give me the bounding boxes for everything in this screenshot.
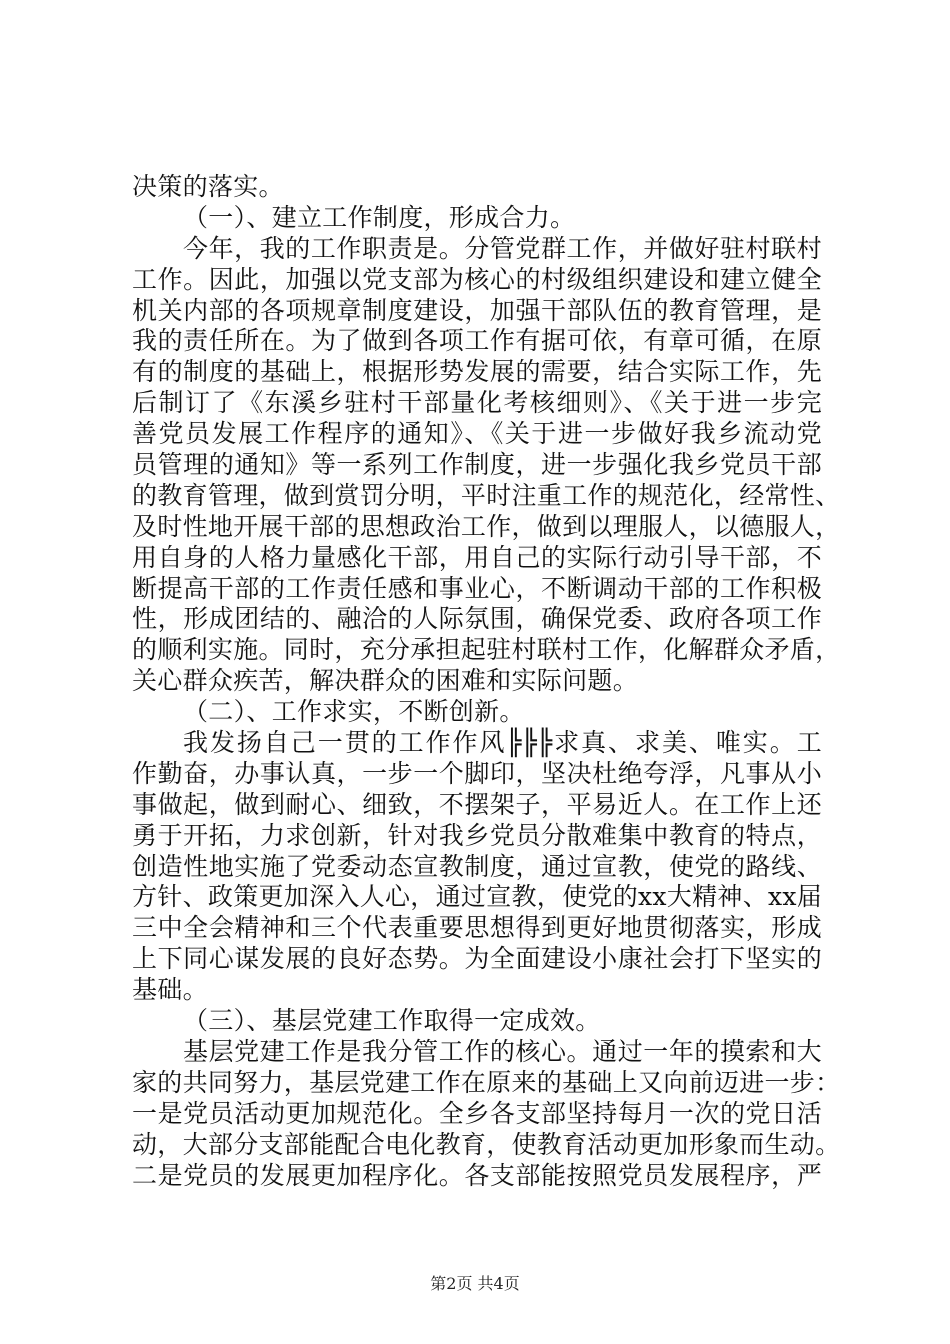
document-line: 事做起，做到耐心、细致，不摆架子，平易近人。在工作上还 [132,789,822,819]
document-line: 性，形成团结的、融洽的人际氛围，确保党委、政府各项工作 [132,604,822,634]
document-line: 员管理的通知》等一系列工作制度，进一步强化我乡党员干部 [132,450,822,480]
document-line: 有的制度的基础上，根据形势发展的需要，结合实际工作，先 [132,357,822,387]
document-line: 我发扬自己一贯的工作作风╠╠╠求真、求美、唯实。工 [183,728,822,758]
document-line: 的顺利实施。同时，充分承担起驻村联村工作，化解群众矛盾， [132,635,841,665]
document-line: 用自身的人格力量感化干部，用自己的实际行动引导干部，不 [132,542,822,572]
document-line: 基础。 [132,975,208,1005]
document-line: 勇于开拓，力求创新，针对我乡党员分散难集中教育的特点， [132,820,822,850]
page-footer: 第2页 共4页 [430,1274,520,1293]
document-line: 二是党员的发展更加程序化。各支部能按照党员发展程序，严 [132,1160,822,1190]
document-line: 动，大部分支部能配合电化教育，使教育活动更加形象而生动。 [132,1129,841,1159]
document-line: 上下同心谋发展的良好态势。为全面建设小康社会打下坚实的 [132,944,822,974]
document-line: （三）、基层党建工作取得一定成效。 [183,1006,601,1036]
document-line: 创造性地实施了党委动态宣教制度，通过宣教，使党的路线、 [132,851,822,881]
document-line: （二）、工作求实，不断创新。 [183,697,525,727]
document-line: 三中全会精神和三个代表重要思想得到更好地贯彻落实，形成 [132,913,822,943]
document-line: 决策的落实。 [132,172,284,201]
document-line: （一）、建立工作制度，形成合力。 [183,202,576,232]
document-line: 的教育管理，做到赏罚分明，平时注重工作的规范化，经常性、 [132,480,841,510]
document-line: 后制订了《东溪乡驻村干部量化考核细则》、《关于进一步完 [132,388,822,418]
document-line: 方针、政策更加深入人心，通过宣教，使党的xx大精神、xx届 [132,882,823,912]
document-line: 基层党建工作是我分管工作的核心。通过一年的摸索和大 [183,1036,822,1066]
document-line: 家的共同努力，基层党建工作在原来的基础上又向前迈进一步： [132,1067,841,1097]
document-line: 机关内部的各项规章制度建设，加强干部队伍的教育管理，是 [132,295,822,325]
document-body [132,172,841,1191]
document-line: 一是党员活动更加规范化。全乡各支部坚持每月一次的党日活 [132,1098,822,1128]
document-line: 关心群众疾苦，解决群众的困难和实际问题。 [132,666,639,696]
document-line: 工作。因此，加强以党支部为核心的村级组织建设和建立健全 [132,264,822,294]
document-line: 及时性地开展干部的思想政治工作，做到以理服人，以德服人， [132,511,841,541]
document-line: 今年，我的工作职责是。分管党群工作，并做好驻村联村 [183,233,822,263]
document-line: 断提高干部的工作责任感和事业心，不断调动干部的工作积极 [132,573,822,603]
document-line: 我的责任所在。为了做到各项工作有据可依，有章可循，在原 [132,326,822,356]
document-line: 善党员发展工作程序的通知》、《关于进一步做好我乡流动党 [132,419,822,449]
document-line: 作勤奋，办事认真，一步一个脚印，坚决杜绝夸浮，凡事从小 [132,758,822,788]
